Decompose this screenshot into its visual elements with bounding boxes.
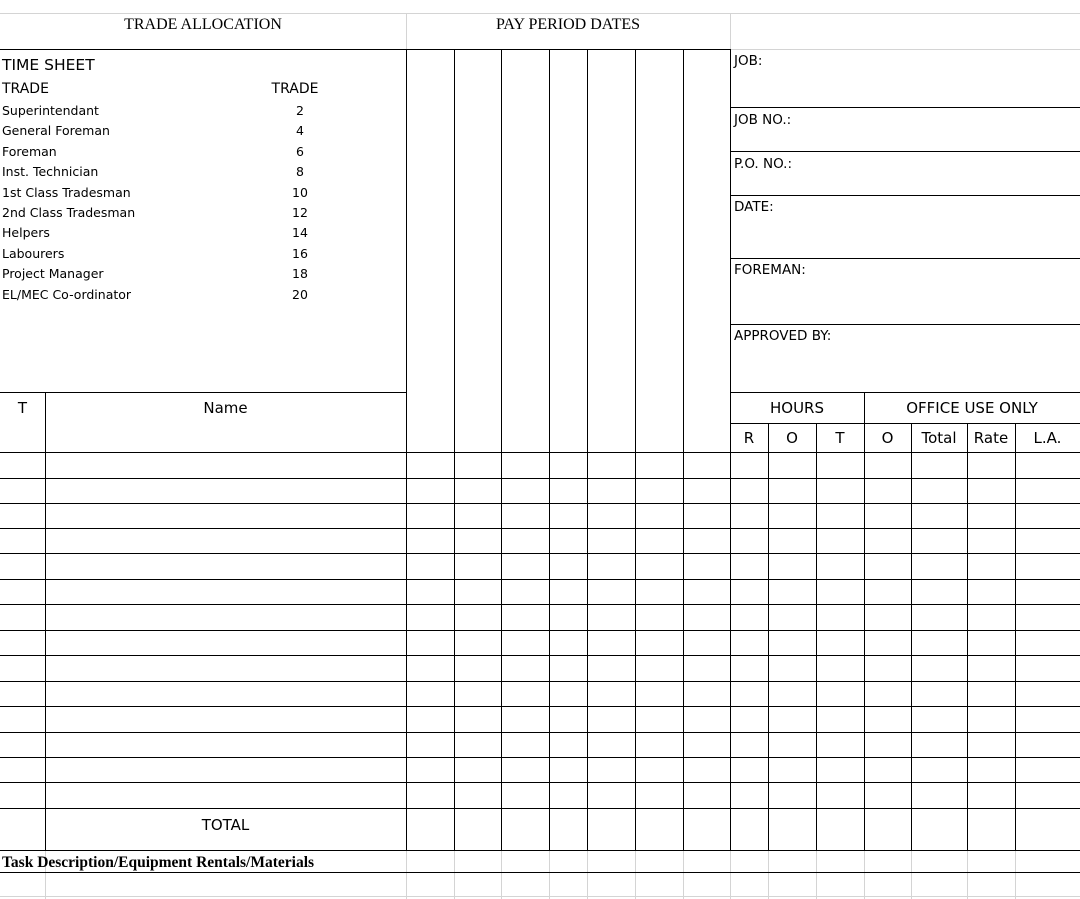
pay-date-cell[interactable]	[684, 453, 730, 478]
travel-hours-cell[interactable]	[817, 529, 864, 553]
name-cell[interactable]	[46, 707, 406, 732]
office-rate-cell[interactable]	[968, 529, 1015, 553]
overtime-hours-cell[interactable]	[769, 783, 816, 808]
overtime-hours-cell[interactable]	[769, 758, 816, 782]
office-la-cell[interactable]	[1016, 733, 1080, 757]
pay-date-cell[interactable]	[636, 682, 683, 706]
travel-hours-cell[interactable]	[817, 631, 864, 655]
trade-code-cell[interactable]	[1, 554, 45, 579]
pay-date-cell[interactable]	[588, 479, 635, 503]
office-la-cell[interactable]	[1016, 656, 1080, 681]
pay-date-cell[interactable]	[502, 758, 549, 782]
travel-hours-cell[interactable]	[817, 783, 864, 808]
pay-date-cell[interactable]	[588, 554, 635, 579]
travel-hours-header: T	[835, 429, 845, 447]
trade-code: 6	[296, 143, 304, 159]
name-column-header: Name	[203, 399, 248, 417]
pay-date-cell[interactable]	[684, 529, 730, 553]
pay-date-cell[interactable]	[684, 554, 730, 579]
table-row	[0, 554, 1080, 579]
overtime-hours-cell[interactable]	[769, 580, 816, 604]
office-la-cell[interactable]	[1016, 580, 1080, 604]
pay-date-cell[interactable]	[502, 707, 549, 732]
pay-date-cell[interactable]	[684, 605, 730, 630]
overtime-hours-cell[interactable]	[769, 529, 816, 553]
pay-date-cell[interactable]	[407, 453, 454, 478]
office-total-cell[interactable]	[912, 479, 967, 503]
pay-date-cell[interactable]	[636, 733, 683, 757]
office-o-cell[interactable]	[865, 554, 911, 579]
pay-date-cell[interactable]	[684, 733, 730, 757]
trade-code: 12	[292, 205, 308, 220]
trade-name: 1st Class Tradesman	[2, 184, 131, 200]
office-la-cell[interactable]	[1016, 605, 1080, 630]
travel-hours-cell[interactable]	[817, 453, 864, 478]
office-total-cell[interactable]	[912, 453, 967, 478]
pay-date-cell[interactable]	[588, 580, 635, 604]
travel-hours-cell[interactable]	[817, 580, 864, 604]
name-cell[interactable]	[46, 783, 406, 808]
pay-date-cell[interactable]	[684, 682, 730, 706]
office-la-cell[interactable]	[1016, 554, 1080, 579]
regular-hours-cell[interactable]	[731, 682, 768, 706]
pay-date-cell[interactable]	[550, 682, 587, 706]
travel-hours-cell[interactable]	[817, 504, 864, 528]
name-cell[interactable]	[46, 605, 406, 630]
trade-code-cell[interactable]	[1, 529, 45, 553]
travel-hours-cell[interactable]	[817, 707, 864, 732]
pay-date-cell[interactable]	[636, 758, 683, 782]
trade-name: Project Manager	[2, 266, 104, 282]
pay-date-cell[interactable]	[455, 529, 501, 553]
trade-code-cell[interactable]	[1, 479, 45, 503]
table-row	[0, 682, 1080, 706]
office-o-cell[interactable]	[865, 733, 911, 757]
approved-by-field[interactable]	[850, 325, 1076, 391]
pay-date-cell[interactable]	[502, 554, 549, 579]
pay-date-cell[interactable]	[407, 631, 454, 655]
regular-hours-cell[interactable]	[731, 529, 768, 553]
office-o-cell[interactable]	[865, 479, 911, 503]
date-field-label: DATE:	[734, 199, 774, 215]
table-row	[0, 453, 1080, 478]
pay-date-cell[interactable]	[407, 656, 454, 681]
pay-date-cell[interactable]	[407, 529, 454, 553]
table-row	[0, 529, 1080, 553]
office-rate-cell[interactable]	[968, 707, 1015, 732]
travel-hours-cell[interactable]	[817, 479, 864, 503]
trade-code: 14	[292, 225, 308, 241]
foreman-field[interactable]	[820, 259, 1076, 323]
office-la-cell[interactable]	[1016, 707, 1080, 732]
office-o-cell[interactable]	[865, 631, 911, 655]
office-total-cell[interactable]	[912, 656, 967, 681]
pay-date-cell[interactable]	[502, 580, 549, 604]
pay-date-cell[interactable]	[550, 758, 587, 782]
office-rate-cell[interactable]	[968, 758, 1015, 782]
pay-date-cell[interactable]	[455, 605, 501, 630]
trade-name: Helpers	[2, 225, 50, 241]
pay-date-cell[interactable]	[684, 580, 730, 604]
office-o-cell[interactable]	[865, 758, 911, 782]
trade-name: Labourers	[2, 245, 65, 261]
pay-date-cell[interactable]	[502, 453, 549, 478]
table-row	[0, 733, 1080, 757]
office-o-cell[interactable]	[865, 707, 911, 732]
office-o-cell[interactable]	[865, 682, 911, 706]
pay-date-cell[interactable]	[684, 631, 730, 655]
trade-code-cell[interactable]	[1, 758, 45, 782]
trade-list	[0, 103, 406, 313]
overtime-hours-cell[interactable]	[769, 554, 816, 579]
office-rate-cell[interactable]	[968, 631, 1015, 655]
pay-date-cell[interactable]	[588, 631, 635, 655]
name-cell[interactable]	[46, 733, 406, 757]
pay-date-cell[interactable]	[502, 656, 549, 681]
hours-header: HOURS	[769, 399, 824, 417]
trade-code-cell[interactable]	[1, 580, 45, 604]
date-field[interactable]	[800, 196, 1076, 257]
job-no-field[interactable]	[810, 108, 1076, 150]
trade-code-cell[interactable]	[1, 453, 45, 478]
overtime-hours-cell[interactable]	[769, 707, 816, 732]
name-cell[interactable]	[46, 529, 406, 553]
trade-code: 18	[292, 266, 308, 282]
pay-date-cell[interactable]	[550, 783, 587, 808]
name-cell[interactable]	[46, 479, 406, 503]
table-row	[0, 605, 1080, 630]
overtime-hours-cell[interactable]	[769, 605, 816, 630]
office-o-cell[interactable]	[865, 656, 911, 681]
pay-date-cell[interactable]	[455, 631, 501, 655]
pay-date-cell[interactable]	[502, 605, 549, 630]
office-total-cell[interactable]	[912, 733, 967, 757]
office-la-cell[interactable]	[1016, 631, 1080, 655]
table-row	[0, 580, 1080, 604]
pay-date-cell[interactable]	[550, 656, 587, 681]
overtime-hours-cell[interactable]	[769, 733, 816, 757]
office-la-cell[interactable]	[1016, 453, 1080, 478]
job-field-label: JOB:	[734, 53, 763, 69]
table-row	[0, 656, 1080, 681]
pay-date-cell[interactable]	[407, 479, 454, 503]
overtime-hours-cell[interactable]	[769, 682, 816, 706]
pay-date-cell[interactable]	[588, 605, 635, 630]
travel-hours-cell[interactable]	[817, 733, 864, 757]
trade-name: EL/MEC Co-ordinator	[2, 286, 132, 302]
pay-date-cell[interactable]	[550, 554, 587, 579]
task-description-heading: Task Description/Equipment Rentals/Materials	[2, 854, 315, 871]
office-rate-header: Rate	[973, 429, 1009, 447]
pay-date-cell[interactable]	[636, 580, 683, 604]
pay-date-cell[interactable]	[455, 758, 501, 782]
name-cell[interactable]	[46, 580, 406, 604]
trade-code-cell[interactable]	[1, 682, 45, 706]
regular-hours-cell[interactable]	[731, 504, 768, 528]
overtime-hours-cell[interactable]	[769, 504, 816, 528]
regular-hours-cell[interactable]	[731, 554, 768, 579]
overtime-hours-header: O	[786, 429, 798, 447]
travel-hours-cell[interactable]	[817, 758, 864, 782]
office-total-cell[interactable]	[912, 580, 967, 604]
regular-hours-cell[interactable]	[731, 707, 768, 732]
trade-code-column-header: T	[17, 399, 28, 417]
regular-hours-cell[interactable]	[731, 656, 768, 681]
office-la-cell[interactable]	[1016, 758, 1080, 782]
office-la-cell[interactable]	[1016, 682, 1080, 706]
regular-hours-cell[interactable]	[731, 580, 768, 604]
travel-hours-cell[interactable]	[817, 605, 864, 630]
pay-date-cell[interactable]	[550, 707, 587, 732]
pay-date-cell[interactable]	[550, 631, 587, 655]
regular-hours-cell[interactable]	[731, 733, 768, 757]
office-rate-cell[interactable]	[968, 783, 1015, 808]
office-o-cell[interactable]	[865, 529, 911, 553]
overtime-hours-cell[interactable]	[769, 656, 816, 681]
pay-date-cell[interactable]	[502, 682, 549, 706]
trade-allocation-heading: TRADE ALLOCATION	[124, 16, 282, 33]
pay-date-cell[interactable]	[588, 504, 635, 528]
trade-code-cell[interactable]	[1, 605, 45, 630]
pay-date-cell[interactable]	[550, 580, 587, 604]
approved-by-field-label: APPROVED BY:	[734, 328, 832, 344]
name-cell[interactable]	[46, 631, 406, 655]
office-o-header: O	[881, 429, 894, 447]
name-cell[interactable]	[46, 554, 406, 579]
pay-period-dates-heading: PAY PERIOD DATES	[495, 16, 641, 33]
pay-date-cell[interactable]	[455, 479, 501, 503]
office-total-cell[interactable]	[912, 758, 967, 782]
office-la-header: L.A.	[1033, 429, 1062, 447]
pay-date-cell[interactable]	[636, 479, 683, 503]
trade-code: 10	[292, 184, 308, 200]
pay-date-cell[interactable]	[407, 783, 454, 808]
pay-date-cell[interactable]	[455, 682, 501, 706]
name-cell[interactable]	[46, 682, 406, 706]
pay-date-cell[interactable]	[407, 605, 454, 630]
office-total-cell[interactable]	[912, 783, 967, 808]
office-total-cell[interactable]	[912, 504, 967, 528]
pay-date-cell[interactable]	[455, 580, 501, 604]
pay-date-cell[interactable]	[502, 529, 549, 553]
pay-date-cell[interactable]	[407, 707, 454, 732]
pay-date-cell[interactable]	[407, 554, 454, 579]
travel-hours-cell[interactable]	[817, 554, 864, 579]
pay-date-cell[interactable]	[455, 656, 501, 681]
job-field[interactable]	[800, 50, 1076, 106]
total-row-label: TOTAL	[201, 816, 250, 834]
pay-date-cell[interactable]	[636, 656, 683, 681]
pay-date-cell[interactable]	[407, 504, 454, 528]
pay-date-cell[interactable]	[407, 580, 454, 604]
trade-name: Superintendant	[2, 103, 99, 118]
pay-date-cell[interactable]	[455, 453, 501, 478]
trade-code: 16	[292, 245, 308, 261]
pay-date-cell[interactable]	[502, 479, 549, 503]
regular-hours-header: R	[743, 429, 755, 447]
pay-date-cell[interactable]	[636, 631, 683, 655]
regular-hours-cell[interactable]	[731, 479, 768, 503]
office-total-cell[interactable]	[912, 682, 967, 706]
office-rate-cell[interactable]	[968, 682, 1015, 706]
pay-date-cell[interactable]	[684, 479, 730, 503]
pay-date-cell[interactable]	[455, 733, 501, 757]
po-no-field-label: P.O. NO.:	[734, 156, 793, 172]
trade-name: 2nd Class Tradesman	[2, 205, 136, 220]
table-row	[0, 631, 1080, 655]
pay-date-cell[interactable]	[588, 453, 635, 478]
pay-date-cell[interactable]	[550, 453, 587, 478]
trade-name: Foreman	[2, 143, 57, 159]
pay-date-cell[interactable]	[636, 707, 683, 732]
table-row	[0, 707, 1080, 732]
trade-code: 8	[296, 164, 304, 180]
pay-date-cell[interactable]	[636, 554, 683, 579]
pay-date-cell[interactable]	[550, 733, 587, 757]
pay-date-cell[interactable]	[550, 605, 587, 630]
office-o-cell[interactable]	[865, 580, 911, 604]
overtime-hours-cell[interactable]	[769, 453, 816, 478]
pay-date-cell[interactable]	[684, 656, 730, 681]
table-row	[0, 758, 1080, 782]
name-cell[interactable]	[46, 758, 406, 782]
job-no-field-label: JOB NO.:	[734, 112, 792, 128]
regular-hours-cell[interactable]	[731, 605, 768, 630]
pay-date-cell[interactable]	[636, 783, 683, 808]
office-o-cell[interactable]	[865, 453, 911, 478]
trade-code-cell[interactable]	[1, 504, 45, 528]
office-o-cell[interactable]	[865, 605, 911, 630]
regular-hours-cell[interactable]	[731, 631, 768, 655]
office-rate-cell[interactable]	[968, 733, 1015, 757]
office-total-header: Total	[921, 429, 957, 447]
pay-date-cell[interactable]	[684, 707, 730, 732]
trade-code-cell[interactable]	[1, 733, 45, 757]
foreman-field-label: FOREMAN:	[734, 262, 806, 278]
pay-date-cell[interactable]	[502, 783, 549, 808]
pay-date-cell[interactable]	[550, 529, 587, 553]
pay-date-cell[interactable]	[550, 504, 587, 528]
office-la-cell[interactable]	[1016, 783, 1080, 808]
pay-date-cell[interactable]	[455, 554, 501, 579]
trade-name: General Foreman	[2, 123, 110, 139]
trade-name: Inst. Technician	[2, 164, 99, 180]
pay-date-cell[interactable]	[407, 682, 454, 706]
name-cell[interactable]	[46, 453, 406, 478]
pay-date-cell[interactable]	[588, 707, 635, 732]
office-o-cell[interactable]	[865, 504, 911, 528]
pay-date-cell[interactable]	[502, 504, 549, 528]
office-total-cell[interactable]	[912, 554, 967, 579]
office-rate-cell[interactable]	[968, 453, 1015, 478]
office-la-cell[interactable]	[1016, 504, 1080, 528]
pay-date-cell[interactable]	[502, 733, 549, 757]
pay-date-cell[interactable]	[407, 758, 454, 782]
trade-code-cell[interactable]	[1, 656, 45, 681]
office-use-only-header: OFFICE USE ONLY	[906, 399, 1038, 417]
overtime-hours-cell[interactable]	[769, 479, 816, 503]
trade-code: 20	[292, 286, 308, 302]
po-no-field[interactable]	[810, 152, 1076, 194]
pay-date-cell[interactable]	[455, 504, 501, 528]
pay-date-cell[interactable]	[636, 453, 683, 478]
office-rate-cell[interactable]	[968, 554, 1015, 579]
office-total-cell[interactable]	[912, 529, 967, 553]
name-cell[interactable]	[46, 504, 406, 528]
pay-date-cell[interactable]	[588, 656, 635, 681]
table-row	[0, 479, 1080, 503]
regular-hours-cell[interactable]	[731, 758, 768, 782]
pay-date-cell[interactable]	[502, 631, 549, 655]
pay-date-cell[interactable]	[588, 529, 635, 553]
office-rate-cell[interactable]	[968, 504, 1015, 528]
pay-date-cell[interactable]	[407, 733, 454, 757]
table-row	[0, 504, 1080, 528]
pay-date-cell[interactable]	[588, 682, 635, 706]
trade-code-cell[interactable]	[1, 707, 45, 732]
name-cell[interactable]	[46, 656, 406, 681]
regular-hours-cell[interactable]	[731, 783, 768, 808]
pay-date-cell[interactable]	[550, 479, 587, 503]
office-o-cell[interactable]	[865, 783, 911, 808]
pay-date-cell[interactable]	[455, 783, 501, 808]
office-total-cell[interactable]	[912, 707, 967, 732]
pay-date-cell[interactable]	[684, 758, 730, 782]
pay-date-cell[interactable]	[588, 783, 635, 808]
pay-date-cell[interactable]	[636, 504, 683, 528]
office-total-cell[interactable]	[912, 631, 967, 655]
pay-date-cell[interactable]	[636, 529, 683, 553]
pay-date-cell[interactable]	[588, 733, 635, 757]
travel-hours-cell[interactable]	[817, 656, 864, 681]
pay-date-cell[interactable]	[455, 707, 501, 732]
pay-date-cell[interactable]	[588, 758, 635, 782]
trade-code: 4	[296, 123, 304, 139]
office-total-cell[interactable]	[912, 605, 967, 630]
table-row	[0, 783, 1080, 808]
trade-code-cell[interactable]	[1, 783, 45, 808]
overtime-hours-cell[interactable]	[769, 631, 816, 655]
pay-date-cell[interactable]	[684, 504, 730, 528]
office-rate-cell[interactable]	[968, 580, 1015, 604]
office-rate-cell[interactable]	[968, 479, 1015, 503]
travel-hours-cell[interactable]	[817, 682, 864, 706]
office-rate-cell[interactable]	[968, 605, 1015, 630]
trade-code-column-label: TRADE	[271, 81, 319, 97]
trade-column-label: TRADE	[2, 81, 49, 97]
office-la-cell[interactable]	[1016, 529, 1080, 553]
timesheet-title: TIME SHEET	[2, 56, 95, 74]
pay-date-cell[interactable]	[636, 605, 683, 630]
trade-code: 2	[296, 103, 304, 118]
pay-date-cell[interactable]	[684, 783, 730, 808]
office-la-cell[interactable]	[1016, 479, 1080, 503]
office-rate-cell[interactable]	[968, 656, 1015, 681]
trade-code-cell[interactable]	[1, 631, 45, 655]
regular-hours-cell[interactable]	[731, 453, 768, 478]
